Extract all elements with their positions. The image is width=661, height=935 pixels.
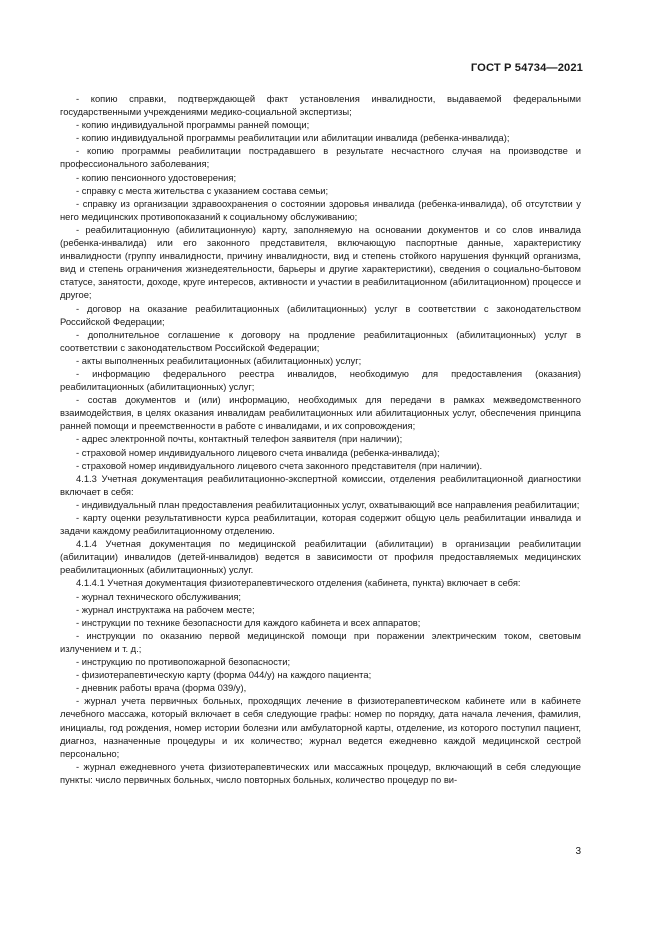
document-code: ГОСТ Р 54734—2021 xyxy=(470,62,583,74)
paragraph: - инструкцию по противопожарной безопасности; xyxy=(76,656,291,668)
paragraph: - страховой номер индивидуального лицевого счета законного представителя (при наличии). xyxy=(76,459,483,471)
paragraph: - физиотерапевтическую карту (форма 044/у) на каждого пациента; xyxy=(76,669,372,681)
paragraph: - информацию федерального реестра инвалидов, необходимую для предоставления (оказания) реабилитационных (абилитационных) услуг; xyxy=(60,367,581,393)
paragraph: - дневник работы врача (форма 039/у), xyxy=(76,682,247,694)
paragraph: - состав документов и (или) информацию, необходимых для передачи в рамках межведомственного взаимодействия, в целях оказания инвалидам реабилитационных или абилитационных услуг, обеспечения принципа ранней помощи и преемственности в работе с инвалидами, и их сопровождения; xyxy=(60,394,581,432)
paragraph: - копию справки, подтверждающей факт установления инвалидности, выдаваемой федеральными государственными учреждениями медико-социальной экспертизы; xyxy=(60,93,581,118)
paragraph: - копию пенсионного удостоверения; xyxy=(76,171,237,183)
section-4-1-4-1: 4.1.4.1 Учетная документация физиотерапевтического отделения (кабинета, пункта) включает в себя: xyxy=(76,577,521,589)
section-4-1-4: 4.1.4 Учетная документация по медицинской реабилитации (абилитации) в организации реабилитации (абилитации) инвалидов (детей-инвалидов) ведется в зависимости от профиля предоставляемых медицинских реабилитационных (абилитационных) услуг. xyxy=(60,538,581,576)
paragraph: - справку из организации здравоохранения о состоянии здоровья инвалида (ребенка-инвалида), об отсутствии у него медицинских противопоказаний к социальному обслуживанию; xyxy=(60,197,581,222)
document-body xyxy=(60,92,581,786)
paragraph: - карту оценки результативности курса реабилитации, которая содержит общую цель реабилитации инвалида и задачи каждому реабилитационному отделению. xyxy=(60,512,581,537)
paragraph: - инструкции по технике безопасности для каждого кабинета и всех аппаратов; xyxy=(76,616,421,628)
paragraph: - адрес электронной почты, контактный телефон заявителя (при наличии); xyxy=(76,433,403,445)
paragraph: - договор на оказание реабилитационных (абилитационных) услуг в соответствии с законодательством Российской Федерации; xyxy=(60,302,581,327)
paragraph: - страховой номер индивидуального лицевого счета инвалида (ребенка-инвалида); xyxy=(76,446,440,458)
paragraph: - дополнительное соглашение к договору на продление реабилитационных (абилитационных) услуг в соответствии с законодательством Российской Федерации; xyxy=(60,328,581,353)
paragraph: - журнал технического обслуживания; xyxy=(76,590,242,602)
paragraph: - акты выполненных реабилитационных (абилитационных) услуг; xyxy=(76,354,362,366)
paragraph: - справку с места жительства с указанием состава семьи; xyxy=(76,184,329,196)
paragraph: - реабилитационную (абилитационную) карту, заполняемую на основании документов и со слов инвалида (ребенка-инвалида) или его законного представителя, включающую паспортные данные, характеристику инвалидности (группу инвалидности, причину инвалидности, вид и степень стойкого нарушения функций организма, вид и степень ограничения жизнедеятельности, барьеры и другие характеристики), сведения о социально-бытовом статусе, занятости, доходе, круге интересов, активности и участии в реабилитационном (абилитационном) процессе и другое; xyxy=(60,223,581,301)
paragraph: - журнал инструктажа на рабочем месте; xyxy=(76,603,255,615)
paragraph: - инструкции по оказанию первой медицинской помощи при поражении электрическим током, световым излучением и т. д.; xyxy=(60,629,581,654)
page-number: 3 xyxy=(575,846,581,857)
paragraph: - журнал учета первичных больных, проходящих лечение в физиотерапевтическом кабинете или в кабинете лечебного массажа, который включает в себя следующие графы: номер по порядку, дата начала лечения, фамилия, инициалы, год рождения, номер истории болезни или амбулаторной карты, отделение, из которого поступил пациент, диагноз, назначенные процедуры и их количество; журнал ведется ежедневно каждой медицинской сестрой персонально; xyxy=(60,695,581,759)
paragraph: - индивидуальный план предоставления реабилитационных услуг, охватывающий все направления реабилитации; xyxy=(76,498,580,510)
paragraph: - журнал ежедневного учета физиотерапевтических или массажных процедур, включающий в себя следующие пункты: число первичных больных, число повторных больных, количество процедур по ви- xyxy=(60,760,581,785)
paragraph: - копию программы реабилитации пострадавшего в результате несчастного случая на производстве и профессионального заболевания; xyxy=(60,145,581,170)
paragraph: - копию индивидуальной программы ранней помощи; xyxy=(76,119,310,131)
paragraph: - копию индивидуальной программы реабилитации или абилитации инвалида (ребенка-инвалида); xyxy=(76,132,510,144)
section-4-1-3: 4.1.3 Учетная документация реабилитационно-экспертной комиссии, отделения реабилитационной диагностики включает в себя: xyxy=(60,472,581,497)
